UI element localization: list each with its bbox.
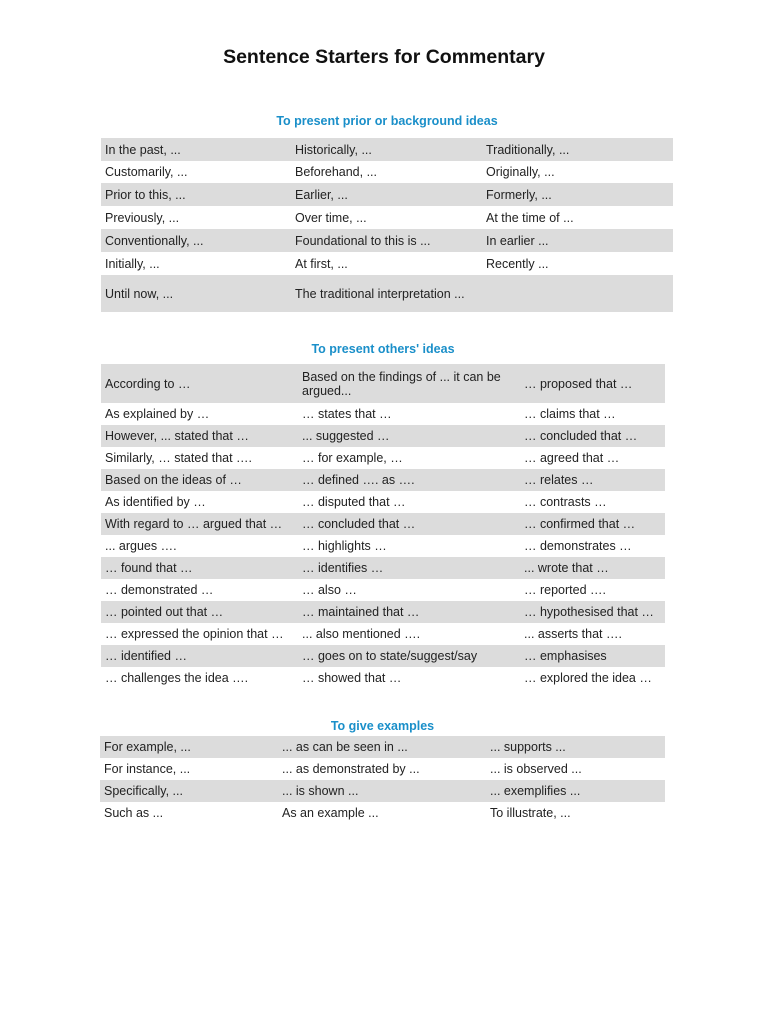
table-cell: ... is observed ... [490, 762, 582, 776]
table-cell: In earlier ... [482, 229, 673, 252]
table-cell: ... exemplifies ... [486, 780, 665, 802]
table-row [101, 206, 673, 229]
table-row [101, 229, 673, 252]
table-cell: … pointed out that … [101, 601, 298, 623]
table-row [100, 780, 665, 802]
table-cell: … maintained that … [298, 601, 520, 623]
table-cell: Initially, ... [105, 256, 160, 271]
table-cell: ... asserts that …. [524, 627, 622, 641]
table-cell: … expressed the opinion that … [105, 627, 284, 641]
table-cell: Specifically, ... [100, 780, 278, 802]
table-row [101, 513, 665, 535]
table-cell: … reported …. [524, 583, 606, 597]
table-cell: ... suggested … [298, 425, 520, 447]
table-row [101, 252, 673, 275]
table-row [101, 425, 665, 447]
table-cell: … concluded that … [298, 513, 520, 535]
table-row [101, 364, 665, 403]
table-cell: Earlier, ... [291, 183, 482, 206]
table-cell: Recently ... [486, 256, 549, 271]
section-heading: To present prior or background ideas [276, 114, 498, 128]
table-cell: … showed that … [302, 671, 402, 685]
table-row [100, 802, 665, 824]
table-cell: … explored the idea … [524, 671, 652, 685]
table-cell: … claims that … [524, 407, 616, 421]
table-cell: … highlights … [302, 539, 387, 553]
table-cell: Formerly, ... [482, 183, 673, 206]
table-row [101, 535, 665, 557]
table-cell: For example, ... [100, 736, 278, 758]
table-cell: At first, ... [295, 256, 348, 271]
table-cell: … states that … [302, 407, 392, 421]
table-cell: For instance, ... [104, 762, 191, 776]
table-row [101, 667, 665, 689]
table-cell: … proposed that … [520, 364, 665, 403]
table-cell: … identifies … [298, 557, 520, 579]
table-row [101, 601, 665, 623]
table-cell: Prior to this, ... [101, 183, 291, 206]
section-examples [100, 716, 665, 824]
table-cell: … found that … [101, 557, 298, 579]
table-cell: Customarily, ... [105, 165, 188, 179]
table-row [101, 138, 673, 161]
table-row [101, 161, 673, 183]
table-cell: … disputed that … [302, 495, 406, 509]
table-cell: … emphasises [520, 645, 665, 667]
section-others-ideas [101, 339, 665, 689]
table-cell: … agreed that … [524, 451, 620, 465]
table-cell: Originally, ... [486, 165, 555, 179]
table-cell: … concluded that … [520, 425, 665, 447]
table-cell: ... as demonstrated by ... [282, 762, 420, 776]
table-row [101, 645, 665, 667]
table-cell: ... wrote that … [520, 557, 665, 579]
table-cell: Such as ... [104, 806, 164, 820]
table-cell: … goes on to state/suggest/say [298, 645, 520, 667]
table-cell: As an example ... [282, 806, 379, 820]
table-cell: At the time of ... [486, 210, 574, 225]
table-cell: Historically, ... [291, 138, 482, 161]
table-cell: ... as can be seen in ... [278, 736, 486, 758]
table-cell: … demonstrates … [524, 539, 632, 553]
table-row [101, 275, 673, 312]
table-cell: Over time, ... [295, 210, 367, 225]
table-cell: However, ... stated that … [101, 425, 298, 447]
section-heading: To present others' ideas [311, 342, 455, 356]
sentence-starter-table [100, 736, 665, 824]
sentence-starter-table [101, 138, 673, 312]
table-cell: Traditionally, ... [482, 138, 673, 161]
table-row [100, 758, 665, 780]
table-cell: ... also mentioned …. [302, 627, 421, 641]
table-cell: Based on the ideas of … [101, 469, 298, 491]
section-heading: To give examples [330, 719, 435, 733]
table-cell: ... is shown ... [278, 780, 486, 802]
table-cell: Foundational to this is ... [291, 229, 482, 252]
table-cell: … confirmed that … [520, 513, 665, 535]
table-cell [482, 275, 673, 312]
table-cell: ... supports ... [486, 736, 665, 758]
table-cell: Until now, ... [101, 275, 291, 312]
table-cell: … defined …. as …. [298, 469, 520, 491]
table-row [101, 557, 665, 579]
table-cell: As identified by … [105, 495, 206, 509]
table-cell: Similarly, … stated that …. [105, 451, 253, 465]
table-cell: The traditional interpretation ... [291, 275, 482, 312]
table-row [100, 736, 665, 758]
table-cell: … also … [302, 583, 357, 597]
section-background-ideas [101, 111, 673, 312]
table-row [101, 447, 665, 469]
table-cell: … hypothesised that … [520, 601, 665, 623]
table-cell: … relates … [520, 469, 665, 491]
table-row [101, 469, 665, 491]
table-row [101, 183, 673, 206]
table-cell: Conventionally, ... [101, 229, 291, 252]
table-cell: With regard to … argued that … [101, 513, 298, 535]
table-cell: To illustrate, ... [490, 806, 571, 820]
table-cell: … demonstrated … [105, 583, 214, 597]
table-cell: Beforehand, ... [295, 165, 378, 179]
table-cell: According to … [101, 364, 298, 403]
table-cell: As explained by … [105, 407, 210, 421]
table-row [101, 579, 665, 601]
table-cell: … challenges the idea …. [105, 671, 249, 685]
table-cell: … contrasts … [524, 495, 607, 509]
table-row [101, 623, 665, 645]
table-cell: … for example, … [302, 451, 403, 465]
table-cell: … identified … [101, 645, 298, 667]
table-cell: Based on the findings of ... it can be argued... [298, 364, 520, 403]
table-row [101, 403, 665, 425]
table-row [101, 491, 665, 513]
sentence-starter-table [101, 364, 665, 689]
table-cell: Previously, ... [105, 210, 180, 225]
page-title: Sentence Starters for Commentary [223, 46, 545, 68]
table-cell: In the past, ... [101, 138, 291, 161]
table-cell: ... argues …. [105, 539, 177, 553]
